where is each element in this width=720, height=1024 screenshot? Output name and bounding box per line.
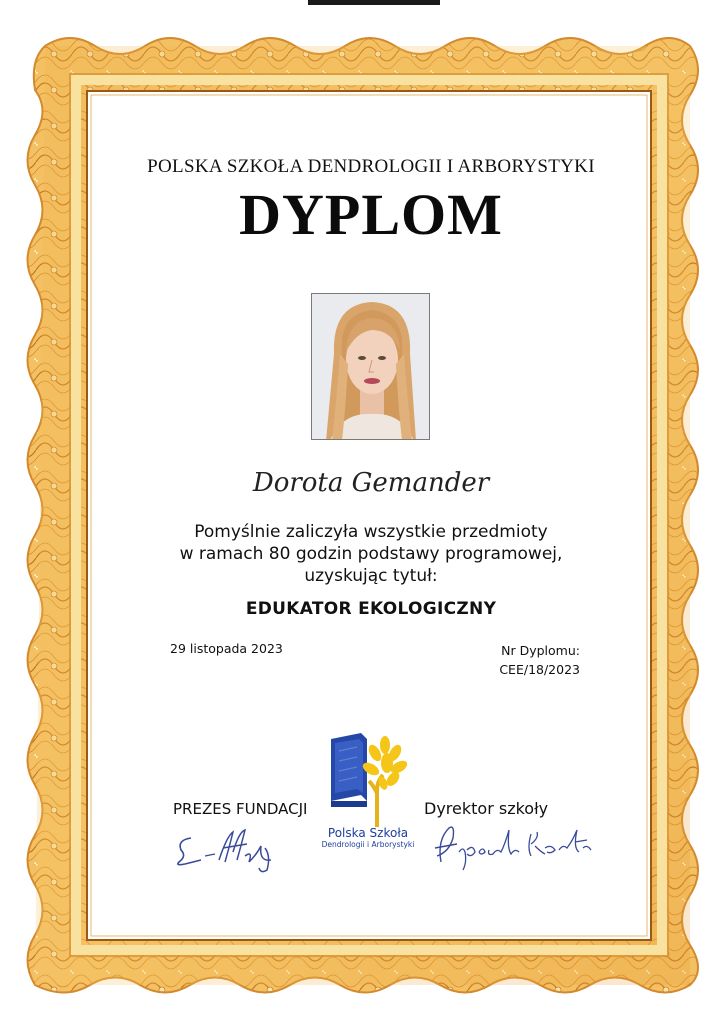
- issue-date: 29 listopada 2023: [170, 641, 283, 656]
- school-logo: [327, 731, 407, 827]
- logo-text: [312, 826, 424, 850]
- recipient-name: Dorota Gemander: [252, 468, 490, 498]
- diploma-number: CEE/18/2023: [499, 662, 580, 677]
- portrait-photo: [311, 293, 430, 440]
- diploma-number-label: Nr Dyplomu:: [501, 643, 580, 658]
- director-label: Dyrektor szkoły: [424, 799, 549, 818]
- director-signature: [427, 818, 597, 876]
- logo-line1: Polska Szkoła: [327, 826, 409, 840]
- school-heading: POLSKA SZKOŁA DENDROLOGII I ARBORYSTYKI: [147, 156, 595, 177]
- president-signature: [175, 826, 290, 876]
- description-line: Pomyślnie zaliczyła wszystkie przedmioty: [194, 522, 548, 542]
- president-label: PREZES FUNDACJI: [173, 800, 308, 818]
- diploma-number-block: [499, 641, 580, 679]
- degree-title: EDUKATOR EKOLOGICZNY: [245, 599, 497, 619]
- achievement-description: [90, 521, 652, 587]
- description-line: uzyskując tytuł:: [304, 566, 438, 586]
- diploma-title: DYPLOM: [239, 182, 503, 247]
- logo-line2: Dendrologii i Arborystyki: [321, 840, 415, 849]
- description-line: w ramach 80 godzin podstawy programowej,: [179, 544, 563, 564]
